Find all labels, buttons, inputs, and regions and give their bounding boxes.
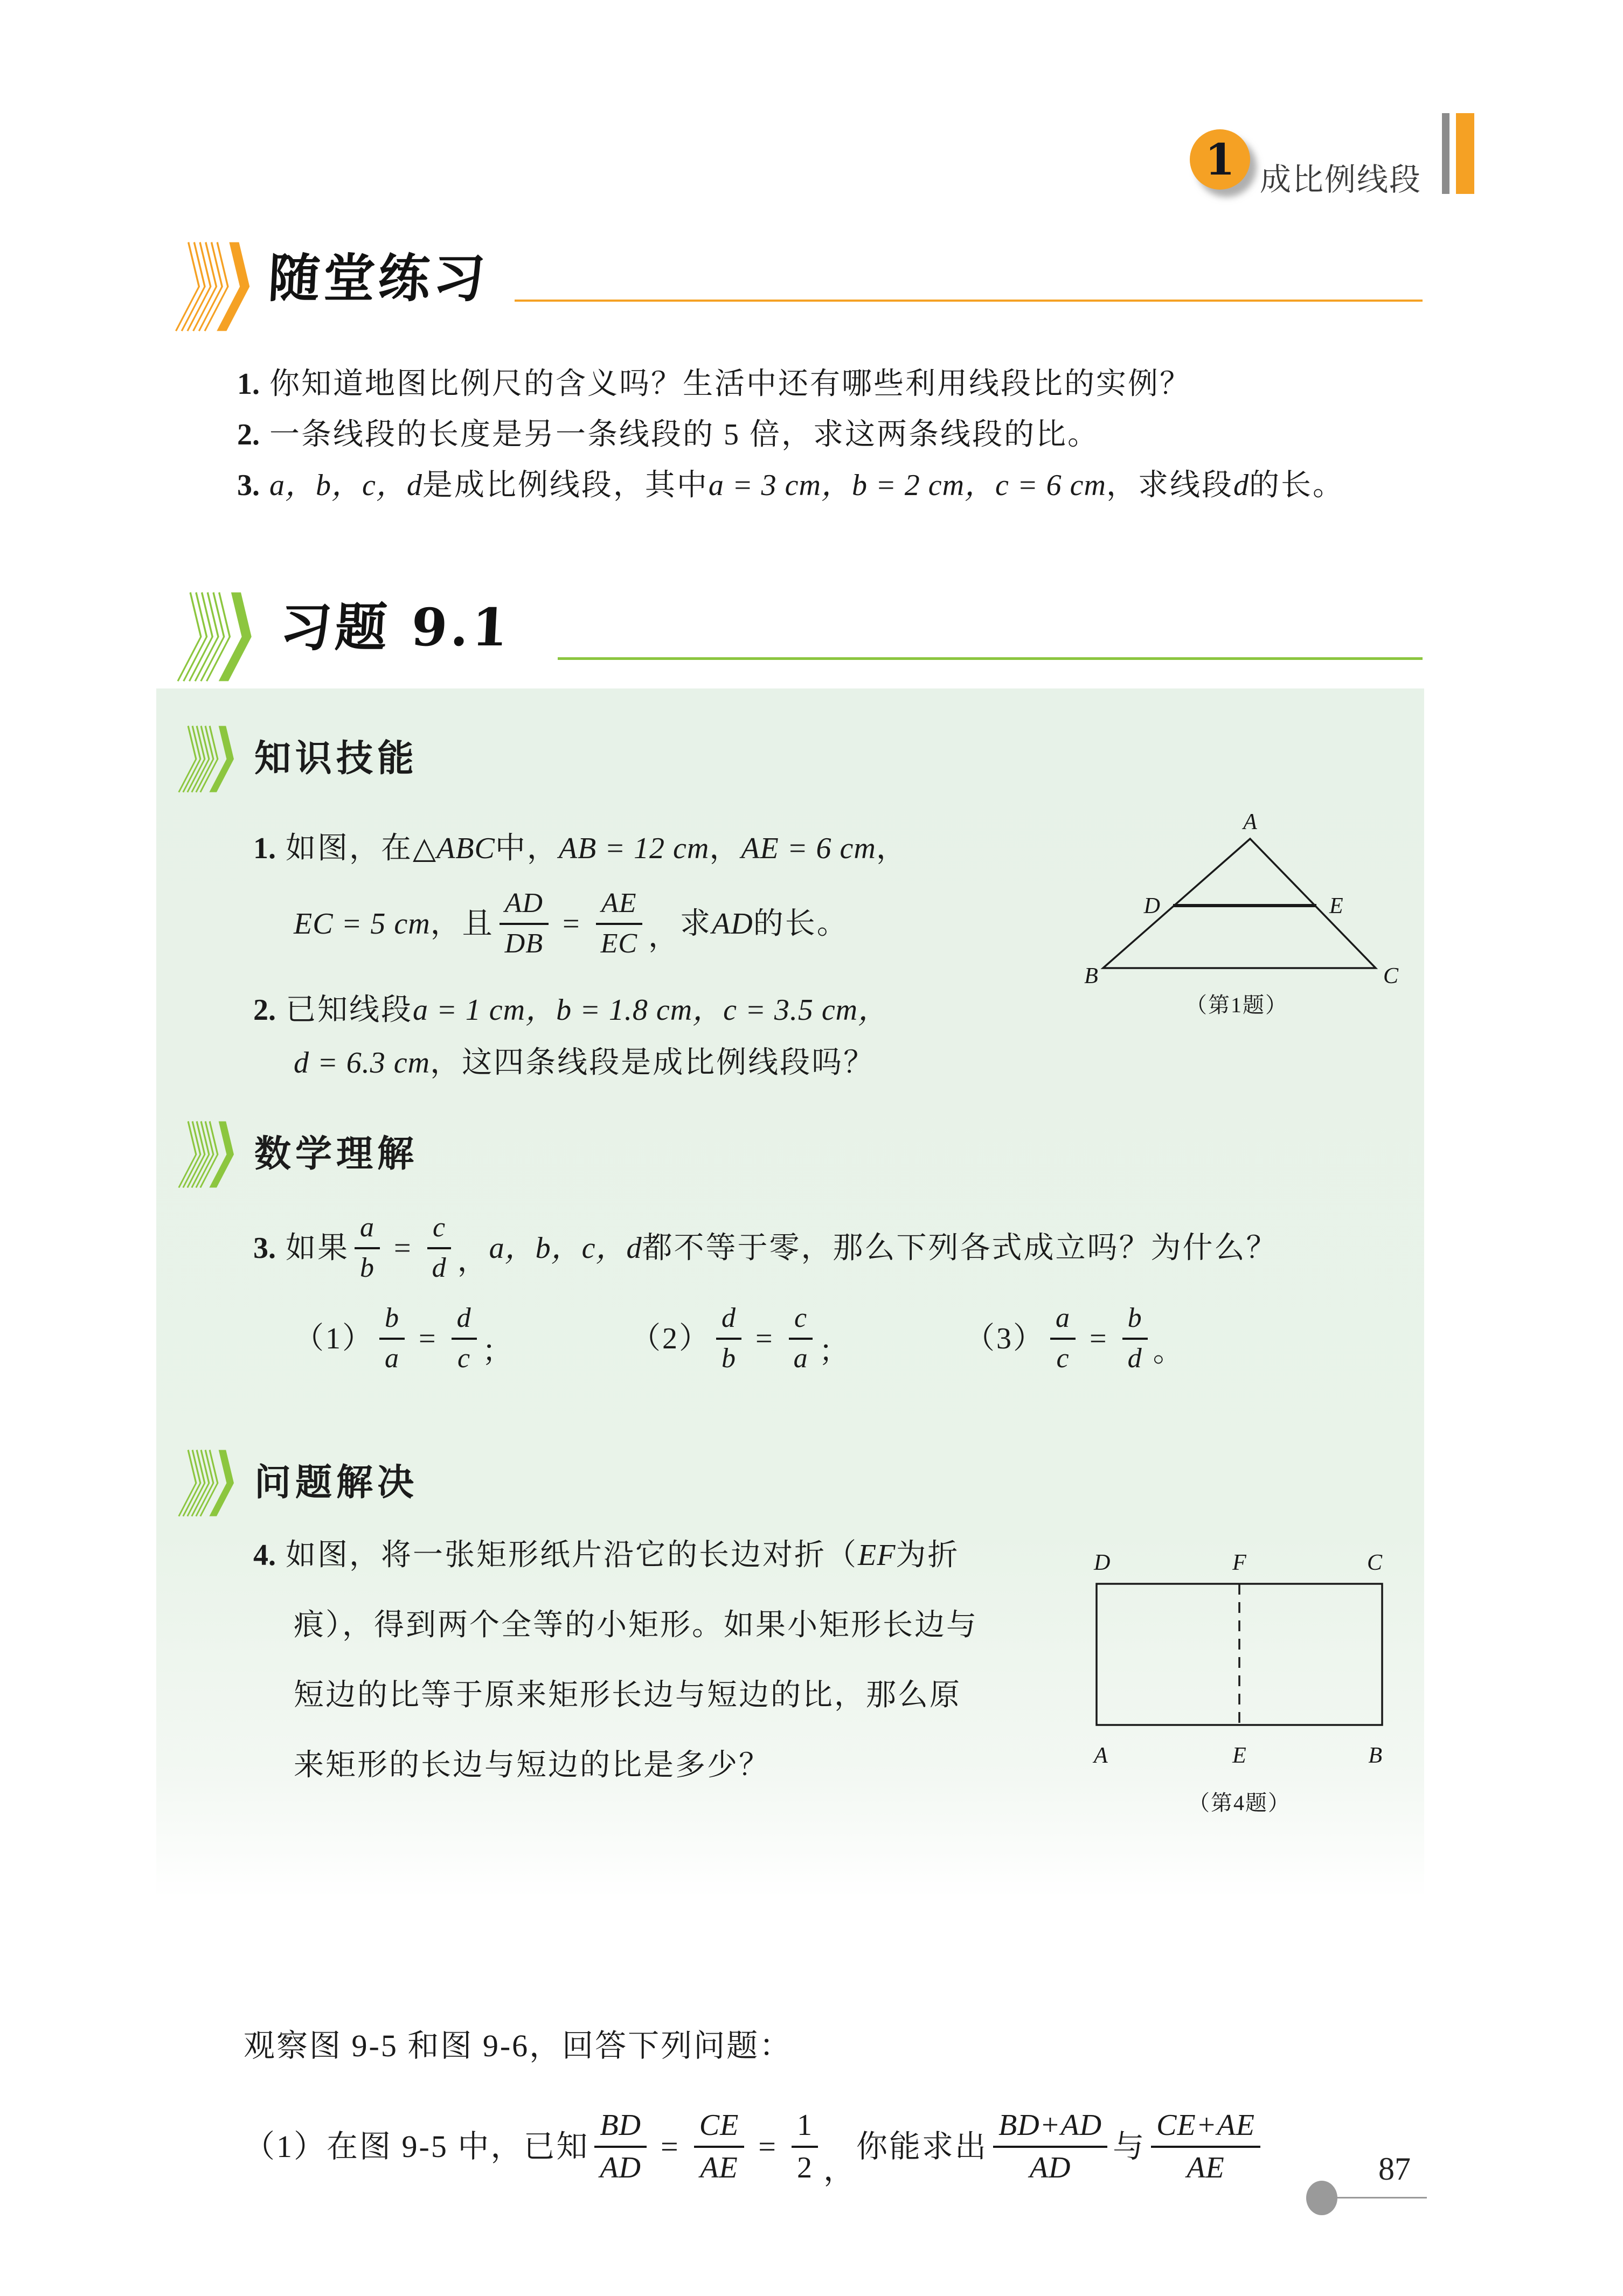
fraction <box>993 2110 1107 2184</box>
equals-sign: = <box>661 2128 680 2164</box>
page-number: 87 <box>1378 2151 1411 2187</box>
vertex-label-D: D <box>1143 894 1160 919</box>
item-text: 你能求出 <box>856 2128 988 2164</box>
item-text: 你知道地图比例尺的含义吗？生活中还有哪些利用线段比的实例？ <box>269 367 1191 401</box>
item-text: 的长。 <box>1249 469 1344 502</box>
math-value: a，b，c，d <box>489 1232 642 1265</box>
item-number: 4. <box>253 1539 276 1572</box>
equals-sign: = <box>394 1232 413 1265</box>
vertex-label-D: D <box>1094 1550 1111 1575</box>
fraction-numerator: b <box>379 1304 405 1340</box>
item-text: ，这四条线段是成比例线段吗？ <box>430 1046 876 1080</box>
item-text: 都不等于零，那么下列各式成立吗？为什么？ <box>642 1232 1278 1265</box>
item-text: ，且 <box>430 907 494 941</box>
fraction-denominator: DB <box>504 928 543 959</box>
item-text: ， <box>457 1244 489 1278</box>
fraction-denominator: 2 <box>797 2151 813 2184</box>
practice-item-1 <box>237 365 1191 403</box>
fraction-numerator: a <box>355 1213 380 1249</box>
fraction-denominator: AE <box>1187 2151 1225 2184</box>
fraction-numerator: d <box>452 1304 477 1340</box>
rectangle-figure <box>1078 1541 1401 1826</box>
item-text: 。 <box>1153 1335 1185 1368</box>
page-title: 成比例线段 <box>1260 162 1422 197</box>
equals-sign: = <box>758 2128 778 2164</box>
vertex-label-E: E <box>1329 894 1343 919</box>
fraction <box>594 2110 647 2184</box>
outro-intro: 观察图 9-5 和图 9-6，回答下列问题： <box>244 2028 793 2063</box>
equals-sign: = <box>755 1322 774 1355</box>
item-number: 2. <box>237 418 260 451</box>
figure-caption: （第4题） <box>1188 1791 1291 1815</box>
item-text: ，求线段 <box>1106 469 1233 502</box>
fraction-denominator: a <box>793 1343 808 1374</box>
fraction <box>792 2110 818 2184</box>
skills-problem-2-line-1 <box>253 991 889 1029</box>
fraction-numerator: AE <box>596 889 642 925</box>
fraction <box>452 1304 477 1373</box>
fraction <box>1151 2110 1260 2184</box>
item-text: a，b，c，d <box>269 469 422 502</box>
fraction-numerator: BD <box>594 2110 647 2148</box>
skills-problem-1-line-1 <box>253 830 908 867</box>
item-text: ， <box>823 2152 857 2187</box>
sub-item-label: （1） <box>294 1322 374 1355</box>
item-text: d <box>1233 469 1249 502</box>
item-text: 已知线段 <box>286 993 413 1027</box>
item-text: ， <box>648 920 681 954</box>
vertex-label-A: A <box>1243 810 1257 834</box>
fraction-denominator: b <box>360 1253 374 1283</box>
subsection-heading-skills: 知识技能 <box>254 738 419 779</box>
section-heading-exercises: 习题 9.1 <box>279 597 513 658</box>
item-number: 1. <box>253 832 276 865</box>
item-text: 中， <box>495 832 559 865</box>
fraction-denominator: b <box>722 1343 736 1374</box>
practice-item-2 <box>237 416 1099 454</box>
fraction-numerator: 1 <box>792 2110 818 2148</box>
fraction-numerator: CE+AE <box>1151 2110 1260 2148</box>
vertex-label-B: B <box>1368 1743 1382 1768</box>
fraction-numerator: AD <box>500 889 549 925</box>
unit-number-badge <box>1190 129 1250 190</box>
sub-item-2 <box>630 1293 851 1384</box>
understanding-problem-3 <box>253 1202 1278 1294</box>
chevron-icon <box>177 725 239 793</box>
solving-problem-4-line-1 <box>253 1536 959 1574</box>
chevron-icon <box>174 592 260 682</box>
chevron-icon <box>177 1449 239 1517</box>
item-text: 如果 <box>286 1232 349 1265</box>
section-heading-practice: 随堂练习 <box>267 248 490 309</box>
fraction-denominator: d <box>432 1253 447 1283</box>
fraction <box>694 2110 745 2184</box>
figure-caption: （第1题） <box>1185 993 1288 1017</box>
sub-item-label: （1） <box>244 2128 327 2164</box>
heading-rule-orange <box>515 300 1423 302</box>
item-text: 是成比例线段，其中 <box>422 469 709 502</box>
fraction-numerator: BD+AD <box>993 2110 1107 2148</box>
solving-problem-4-line-4: 来矩形的长边与短边的比是多少？ <box>294 1749 771 1782</box>
item-number: 3. <box>237 469 260 502</box>
fraction-numerator: d <box>716 1304 741 1340</box>
sub-item-label: （3） <box>965 1322 1045 1355</box>
item-text: ， <box>876 832 908 865</box>
item-text: 一条线段的长度是另一条线段的 5 倍，求这两条线段的比。 <box>269 418 1099 451</box>
outro-question-1 <box>244 2090 1266 2203</box>
math-value: d = 6.3 cm <box>294 1046 431 1080</box>
fraction <box>1122 1304 1148 1373</box>
fraction <box>355 1213 380 1283</box>
fraction-denominator: EC <box>600 928 638 959</box>
fraction-denominator: c <box>457 1343 471 1374</box>
skills-problem-2-line-2 <box>294 1044 875 1082</box>
fraction <box>1050 1304 1076 1373</box>
fraction-denominator: d <box>1127 1343 1142 1374</box>
item-text: 的长。 <box>753 907 849 941</box>
fraction <box>595 889 643 958</box>
math-value: AE = 6 cm <box>741 832 876 865</box>
item-text: a = 3 cm，b = 2 cm，c = 6 cm <box>708 469 1106 502</box>
vertex-label-F: F <box>1232 1550 1246 1575</box>
item-text: 如图，将一张矩形纸片沿它的长边对折（ <box>286 1539 858 1572</box>
heading-rule-green <box>558 657 1423 660</box>
fraction-denominator: c <box>1056 1343 1070 1374</box>
sub-item-label: （2） <box>630 1322 711 1355</box>
chevron-icon <box>177 1121 239 1188</box>
equals-sign: = <box>419 1322 438 1355</box>
footer-dot <box>1306 2181 1337 2215</box>
item-text: ； <box>482 1335 514 1368</box>
item-number: 3. <box>253 1232 276 1265</box>
item-number: 1. <box>237 367 260 401</box>
sub-item-1 <box>294 1293 514 1384</box>
item-text: ； <box>819 1335 851 1368</box>
fraction-numerator: c <box>427 1213 451 1249</box>
math-value: AD <box>712 907 753 941</box>
fraction-denominator: AE <box>700 2151 738 2184</box>
math-value: a = 1 cm，b = 1.8 cm，c = 3.5 cm， <box>413 993 889 1027</box>
solving-problem-4-line-3: 短边的比等于原来矩形长边与短边的比，那么原 <box>294 1679 961 1712</box>
fraction <box>427 1213 452 1283</box>
fraction <box>716 1304 741 1373</box>
item-text: 如图，在 <box>286 832 413 865</box>
subsection-heading-solving: 问题解决 <box>254 1462 419 1503</box>
vertex-label-B: B <box>1084 964 1098 989</box>
fraction <box>379 1304 405 1373</box>
item-text: 与 <box>1113 2128 1146 2164</box>
vertex-label-E: E <box>1232 1743 1246 1768</box>
subsection-heading-understanding: 数学理解 <box>254 1133 419 1174</box>
fraction <box>500 889 549 958</box>
equals-sign: = <box>562 907 581 941</box>
vertex-label-A: A <box>1094 1743 1108 1768</box>
unit-number: 1 <box>1205 134 1235 185</box>
header-orange-bar <box>1456 113 1474 194</box>
triangle-symbol-text: △ABC <box>413 832 495 865</box>
math-value: AB = 12 cm <box>558 832 710 865</box>
item-text: 为折 <box>896 1539 960 1572</box>
fraction-denominator: AD <box>600 2151 641 2184</box>
fraction-numerator: b <box>1122 1304 1148 1340</box>
item-text: 求 <box>680 907 712 941</box>
chevron-icon <box>170 241 260 332</box>
fraction-numerator: a <box>1050 1304 1076 1340</box>
header-gray-bar <box>1442 113 1449 194</box>
math-value: EC = 5 cm <box>294 907 431 941</box>
fraction-denominator: AD <box>1029 2151 1071 2184</box>
item-text: 在图 9-5 中，已知 <box>327 2128 589 2164</box>
triangle-figure <box>1070 805 1404 1021</box>
practice-item-3 <box>237 467 1344 504</box>
fraction-denominator: a <box>385 1343 399 1374</box>
equals-sign: = <box>1090 1322 1108 1355</box>
vertex-label-C: C <box>1383 964 1399 989</box>
vertex-label-C: C <box>1367 1550 1382 1575</box>
fraction <box>788 1304 814 1373</box>
item-number: 2. <box>253 993 276 1027</box>
solving-problem-4-line-2: 痕），得到两个全等的小矩形。如果小矩形长边与 <box>294 1609 978 1642</box>
sub-item-3 <box>965 1293 1185 1384</box>
item-text: ， <box>709 832 741 865</box>
math-value: EF <box>858 1539 896 1572</box>
fraction-numerator: c <box>789 1304 813 1340</box>
skills-problem-1-line-2 <box>294 878 849 970</box>
fraction-numerator: CE <box>694 2110 745 2148</box>
